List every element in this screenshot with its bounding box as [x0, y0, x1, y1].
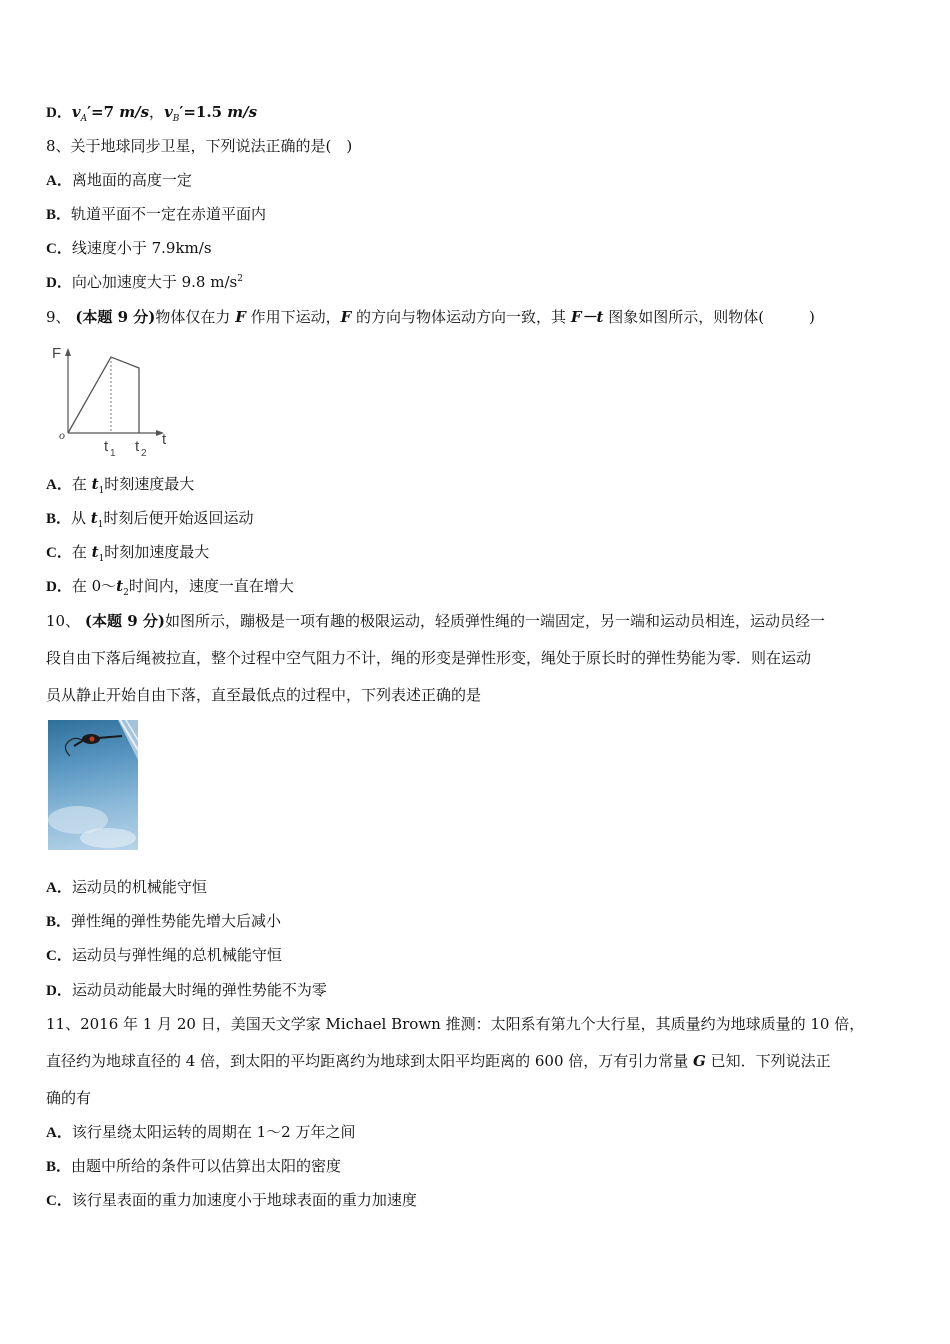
option-text: 由题中所给的条件可以估算出太阳的密度 [71, 1157, 342, 1175]
q7-option-d [46, 102, 904, 123]
q9-option-d [46, 576, 904, 597]
question-number: 10、 [46, 612, 81, 630]
force-symbol: F [340, 308, 352, 326]
option-pre: 在 0～ [71, 577, 117, 595]
va-value: ′=7 [87, 103, 120, 121]
option-text: 轨道平面不一定在赤道平面内 [71, 205, 267, 223]
option-text: 该行星绕太阳运转的周期在 1～2 万年之间 [71, 1123, 356, 1141]
q8-option-c [46, 238, 904, 259]
t2-subscript: 2 [141, 448, 147, 459]
q10-option-b [46, 911, 904, 932]
option-letter: A． [46, 880, 72, 896]
vb-unit: m/s [227, 103, 258, 121]
option-text: 运动员与弹性绳的总机械能守恒 [71, 946, 282, 964]
option-letter: C． [46, 948, 72, 964]
q10-option-d [46, 980, 904, 1001]
q10-option-c [46, 945, 904, 966]
q11-option-b [46, 1156, 904, 1177]
q8-option-a [46, 170, 904, 191]
option-pre: 在 [71, 475, 92, 493]
option-letter: D． [46, 579, 72, 595]
q10-stem-line-3: 员从静止开始自由下落，直至最低点的过程中，下列表述正确的是 [46, 686, 482, 704]
time-sub: 1 [98, 554, 105, 564]
t2-label: t [135, 438, 140, 455]
q10-stem-line-2: 段自由下落后绳被拉直，整个过程中空气阻力不计，绳的形变是弹性形变，绳处于原长时的弹性势能为零．则在运动 [46, 649, 812, 667]
option-text: 弹性绳的弹性势能先增大后减小 [71, 912, 282, 930]
va-sub: A [80, 114, 88, 124]
y-axis-arrow-icon [65, 348, 71, 356]
stem-text: 如图所示，蹦极是一项有趣的极限运动，轻质弹性绳的一端固定，另一端和运动员相连，运动员经一 [164, 612, 825, 630]
option-text: 运动员的机械能守恒 [71, 878, 207, 896]
time-var: t [91, 543, 99, 561]
stem-text: 图象如图所示，则物体( ) [603, 308, 815, 326]
force-curve [68, 357, 139, 433]
q11-stem-line-3: 确的有 [46, 1089, 92, 1107]
q11-option-a [46, 1122, 904, 1143]
exponent: 2 [237, 274, 243, 284]
q10-stem-line-1 [46, 611, 904, 631]
option-letter: C． [46, 545, 72, 561]
time-var: t [116, 577, 124, 595]
q9-option-c [46, 542, 904, 563]
bungee-jumper-icon [48, 720, 138, 850]
option-post: 时刻加速度最大 [104, 543, 210, 561]
option-letter: A． [46, 1125, 72, 1141]
question-number: 9、 [46, 308, 71, 326]
q11-stem-line-1: 11、2016 年 1 月 20 日，美国天文学家 Michael Brown 推测：太阳系有第九个大行星，其质量约为地球质量的 10 倍， [46, 1015, 865, 1033]
stem-text: 已知．下列说法正 [705, 1052, 831, 1070]
q10-option-a [46, 877, 904, 898]
option-pre: 在 [71, 543, 92, 561]
y-axis-label: F [52, 345, 62, 362]
option-text: 运动员动能最大时绳的弹性势能不为零 [71, 981, 327, 999]
option-text: 向心加速度大于 9.8 m/s [71, 273, 238, 291]
option-post: 时间内，速度一直在增大 [128, 577, 294, 595]
stem-text: 直径约为地球直径的 4 倍，到太阳的平均距离约为地球到太阳平均距离的 600 倍，万有引力常量 [46, 1052, 694, 1070]
option-letter: A． [46, 477, 72, 493]
vb-value: ′=1.5 [179, 103, 228, 121]
va-symbol: v [71, 103, 81, 121]
option-letter: C． [46, 1193, 72, 1209]
stem-text: 物体仅在力 [155, 308, 236, 326]
time-sub: 1 [98, 486, 105, 496]
option-letter: B． [46, 207, 72, 223]
option-post: 时刻后便开始返回运动 [103, 509, 254, 527]
va-unit: m/s [119, 103, 150, 121]
bungee-photo [48, 720, 138, 850]
force-symbol: F [235, 308, 246, 326]
option-letter: D． [46, 275, 72, 291]
separator: ， [149, 103, 165, 121]
option-letter: B． [46, 1159, 72, 1175]
option-letter: B． [46, 914, 72, 930]
q11-option-c [46, 1190, 904, 1211]
gravity-constant-symbol: G [693, 1052, 706, 1070]
option-post: 时刻速度最大 [104, 475, 195, 493]
origin-label: o [59, 428, 65, 442]
q8-stem: 8、关于地球同步卫星，下列说法正确的是( ) [46, 137, 353, 155]
option-text: 线速度小于 7.9km/s [71, 239, 212, 257]
option-letter: D． [46, 105, 72, 121]
vb-symbol: v [164, 103, 173, 121]
ft-symbol: F－t [570, 308, 604, 326]
option-letter: B． [46, 511, 72, 527]
q8-option-d [46, 272, 904, 293]
t1-subscript: 1 [110, 448, 116, 459]
option-text: 离地面的高度一定 [71, 171, 192, 189]
time-sub: 2 [123, 588, 129, 598]
vb-sub: B [172, 114, 180, 124]
stem-text: 的方向与物体运动方向一致，其 [351, 308, 571, 326]
time-var: t [91, 475, 99, 493]
q11-stem-line-2 [46, 1051, 904, 1071]
q9-stem [46, 307, 904, 327]
option-text: 该行星表面的重力加速度小于地球表面的重力加速度 [71, 1191, 417, 1209]
option-letter: A． [46, 173, 72, 189]
score-note: (本题 9 分) [75, 308, 156, 326]
time-sub: 1 [97, 520, 104, 530]
f-t-graph [46, 340, 176, 462]
stem-text: 作用下运动， [245, 308, 341, 326]
x-axis-label: t [162, 431, 167, 448]
option-letter: D． [46, 983, 72, 999]
option-letter: C． [46, 241, 72, 257]
q9-option-a [46, 474, 904, 495]
score-note: (本题 9 分) [84, 612, 165, 630]
t1-label: t [104, 438, 109, 455]
time-var: t [90, 509, 98, 527]
q8-option-b [46, 204, 904, 225]
option-pre: 从 [71, 509, 91, 527]
q9-option-b [46, 508, 904, 529]
